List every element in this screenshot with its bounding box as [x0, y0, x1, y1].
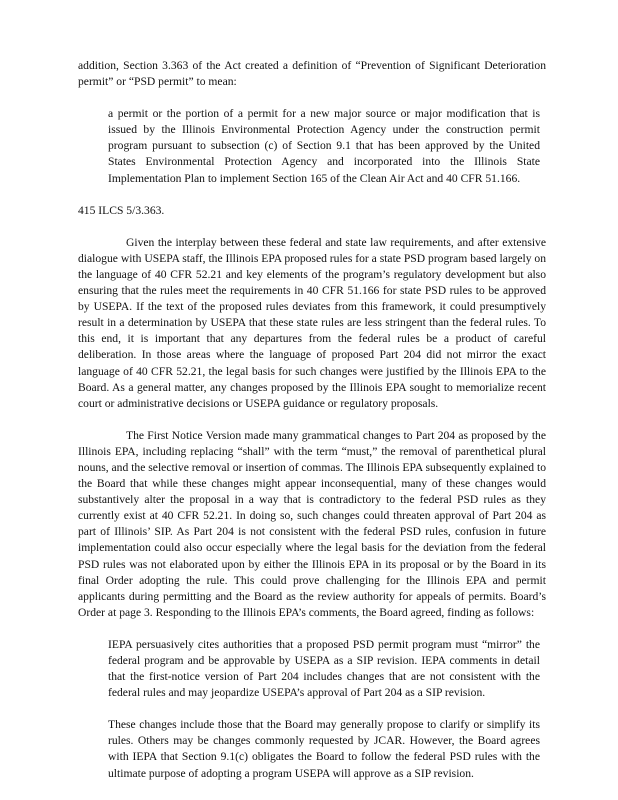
paragraph-continued: addition, Section 3.363 of the Act created a definition of “Prevention of Significant Deterioration permit” or “PSD permit” to mean:	[78, 59, 546, 89]
paragraph-first-notice: The First Notice Version made many grammatical changes to Part 204 as proposed by the Illinois EPA, including replacing “shall” with the term “must,” the removal of parenthetical plural nouns, and the selective removal or insertion of commas. The Illinois EPA subsequently explained to the Board that while these changes might appear inconsequential, many of these changes would substantively alter the proposal in a way that is contradictory to the federal PSD rules as they currently exist at 40 CFR 52.21. In doing so, such changes could threaten approval of Part 204 as part of Illinois’ SIP. As Part 204 is not consistent with the federal PSD rules, confusion in future implementation could also occur especially where the legal basis for the deviation from the federal PSD rules was not elaborated upon by either the Illinois EPA in its proposal or by the Board in its final Order adopting the rule. This could prove challenging for the Illinois EPA and permit applicants during permitting and the Board as the review authority for appeals of permits. Board’s Order at page 3. Responding to the Illinois EPA’s comments, the Board agreed, finding as follows:	[78, 428, 546, 619]
statutory-quote: a permit or the portion of a permit for a new major source or major modification that is issued by the Illinois Environmental Protection Agency under the construction permit program pursuant to subsection (c) of Section 9.1 that has been approved by the United States Environmental Protection Agency and incorporated into the Illinois State Implementation Plan to implement Section 165 of the Clean Air Act and 40 CFR 51.166.	[108, 107, 540, 185]
document-body	[78, 58, 546, 782]
statute-citation: 415 ILCS 5/3.363.	[78, 203, 165, 217]
board-quote-first: IEPA persuasively cites authorities that a proposed PSD permit program must “mirror” the federal program and be approvable by USEPA as a SIP revision. IEPA comments in detail that the first-notice version of Part 204 includes changes that are not consistent with the federal rules and may jeopardize USEPA’s approval of Part 204 as a SIP revision.	[108, 637, 540, 700]
board-quote-second: These changes include those that the Board may generally propose to clarify or simplify its rules. Others may be changes commonly requested by JCAR. However, the Board agrees with IEPA that Section 9.1(c) obligates the Board to follow the federal PSD rules with the ultimate purpose of adopting a program USEPA will approve as a SIP revision.	[108, 718, 540, 780]
paragraph-interplay: Given the interplay between these federal and state law requirements, and after extensive dialogue with USEPA staff, the Illinois EPA proposed rules for a state PSD program based largely on the language of 40 CFR 52.21 and key elements of the program’s regulatory development but also ensuring that the rules meet the requirements in 40 CFR 51.166 for state PSD rules to be approved by USEPA. If the text of the proposed rules deviates from this framework, it could presumptively result in a determination by USEPA that these state rules are less stringent than the federal rules. To this end, it is important that any departures from the federal rules be a product of careful deliberation. In those areas where the language of proposed Part 204 did not mirror the exact language of 40 CFR 52.21, the legal basis for such changes were justified by the Illinois EPA to the Board. As a general matter, any changes proposed by the Illinois EPA sought to memorialize recent court or administrative decisions or USEPA guidance or regulatory proposals.	[78, 235, 546, 410]
